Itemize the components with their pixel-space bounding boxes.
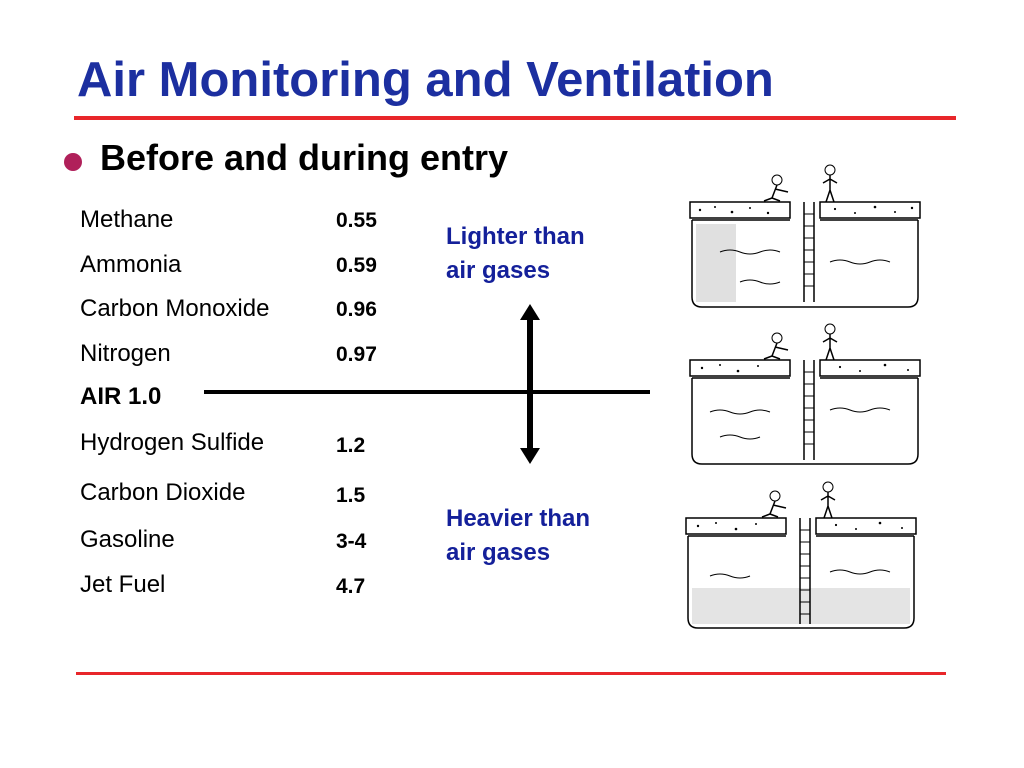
gas-name-carbon-monoxide: Carbon Monoxide (80, 295, 270, 322)
gas-name-gasoline: Gasoline (80, 526, 175, 553)
bullet-text: Before and during entry (100, 137, 509, 178)
air-reference-line (204, 390, 650, 394)
lighter-note-line2: air gases (446, 257, 551, 284)
gas-name-ammonia: Ammonia (80, 251, 182, 278)
double-arrow-icon (516, 304, 544, 464)
gas-name-carbon-dioxide: Carbon Dioxide (80, 479, 246, 506)
gas-value-carbon-monoxide: 0.96 (336, 298, 377, 321)
gas-name-nitrogen: Nitrogen (80, 340, 171, 367)
title-divider (74, 116, 956, 120)
gas-name-methane: Methane (80, 206, 174, 233)
gas-value-carbon-dioxide: 1.5 (336, 484, 366, 507)
gas-value-methane: 0.55 (336, 209, 377, 232)
air-reference-label: AIR 1.0 (80, 383, 162, 410)
gas-value-jet-fuel: 4.7 (336, 575, 366, 598)
tank-illustration-middle (680, 322, 925, 472)
tank-illustration-bottom (680, 480, 925, 640)
footer-divider (76, 672, 946, 675)
gas-name-jet-fuel: Jet Fuel (80, 571, 166, 598)
gas-value-ammonia: 0.59 (336, 254, 377, 277)
gas-value-hydrogen-sulfide: 1.2 (336, 434, 366, 457)
bullet-dot-icon (64, 153, 82, 171)
heavier-note-line2: air gases (446, 539, 551, 566)
heavier-note-line1: Heavier than (446, 505, 591, 532)
gas-value-gasoline: 3-4 (336, 530, 367, 553)
lighter-note-line1: Lighter than (446, 223, 585, 250)
heavier-than-air-note (446, 502, 590, 570)
lighter-than-air-note (446, 220, 585, 288)
gas-value-nitrogen: 0.97 (336, 343, 377, 366)
gas-name-hydrogen-sulfide: Hydrogen Sulfide (80, 429, 265, 456)
tank-illustration-top (680, 162, 925, 317)
slide-title: Air Monitoring and Ventilation (77, 53, 774, 107)
